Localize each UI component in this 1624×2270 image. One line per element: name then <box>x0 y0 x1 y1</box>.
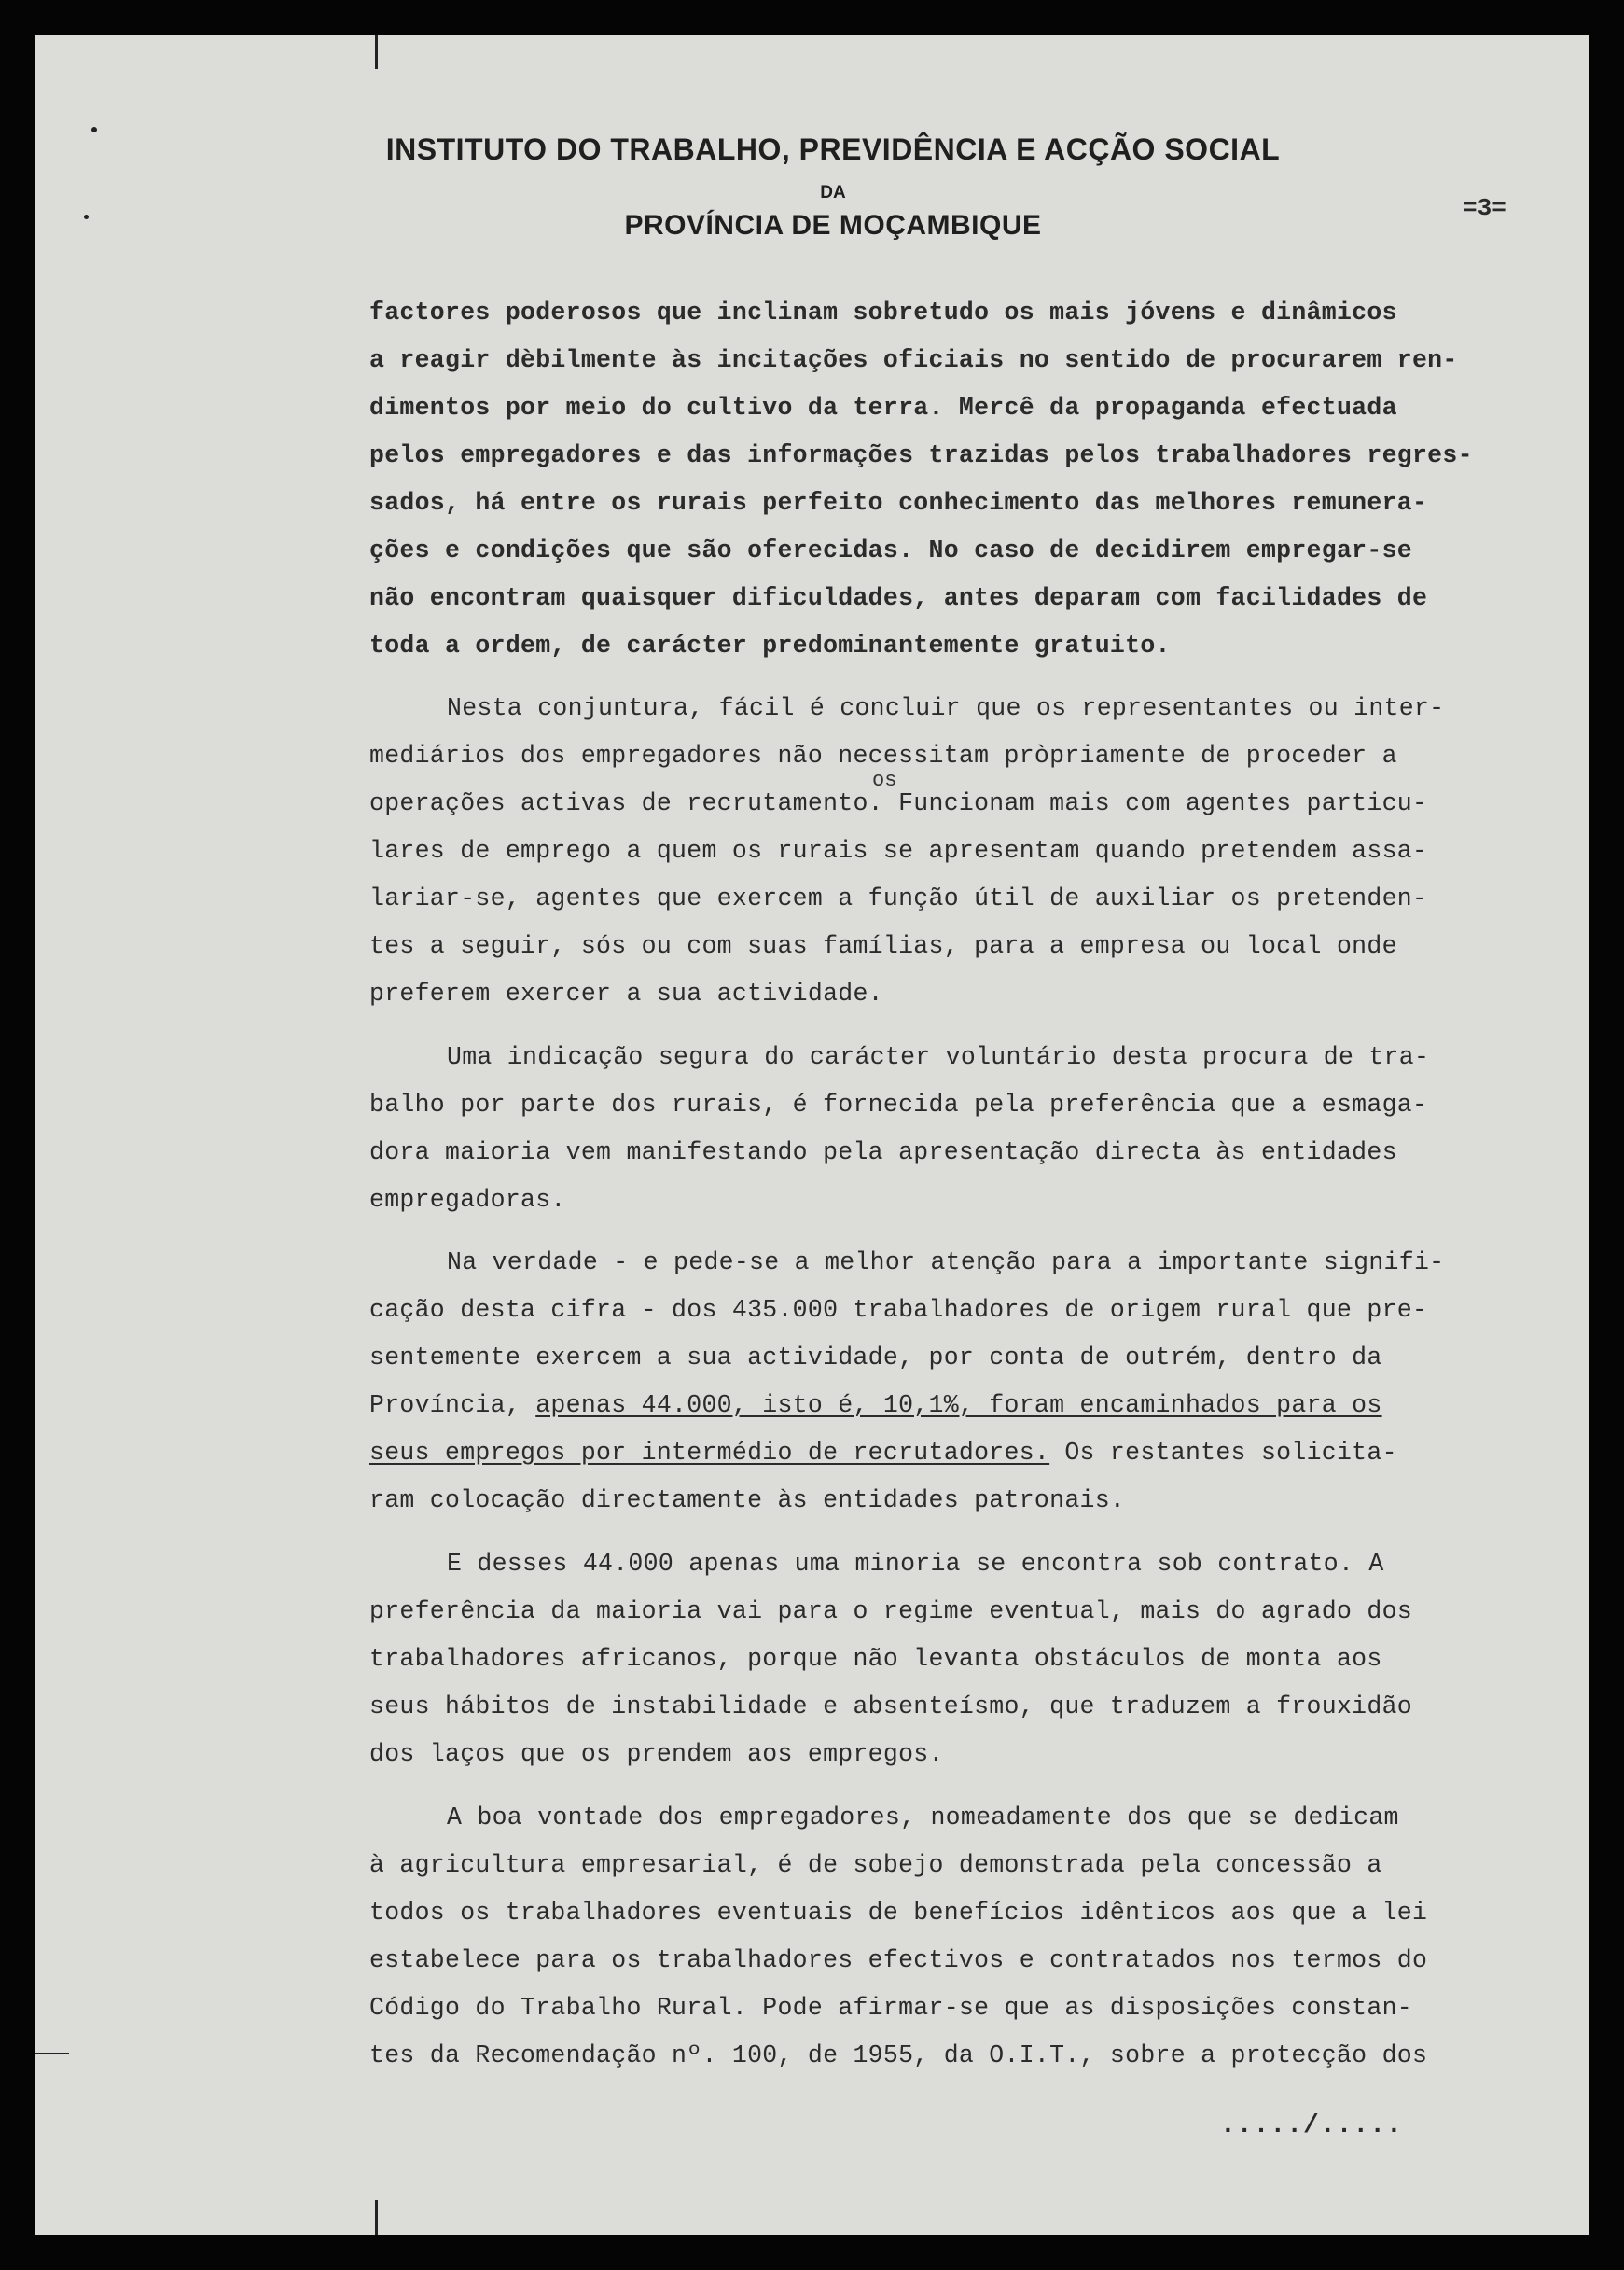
text-line: cação desta cifra - dos 435.000 trabalhadores de origem rural que pre- <box>369 1296 1428 1324</box>
continuation-marker: ...../..... <box>1220 2111 1403 2140</box>
margin-mark-bottom <box>375 2200 378 2235</box>
text-line: Nesta conjuntura, fácil é concluir que os representantes ou inter- <box>447 694 1445 722</box>
text-line: A boa vontade dos empregadores, nomeadamente dos que se dedicam <box>447 1803 1399 1831</box>
document-page <box>35 35 1589 2235</box>
text-line: lares de emprego a quem os rurais se apresentam quando pretendem assa- <box>369 837 1428 865</box>
text-line: pelos empregadores e das informações trazidas pelos trabalhadores regres- <box>369 441 1473 469</box>
margin-mark-left <box>35 2053 69 2054</box>
interlinear-insertion: os <box>872 769 897 792</box>
text-line: balho por parte dos rurais, é fornecida pela preferência que a esmaga- <box>369 1091 1428 1119</box>
text-line: Na verdade - e pede-se a melhor atenção para a importante signifi- <box>447 1248 1445 1276</box>
margin-mark-top <box>375 35 378 69</box>
page-number: =3= <box>1463 194 1506 222</box>
text-line: trabalhadores africanos, porque não levanta obstáculos de monta aos <box>369 1645 1382 1673</box>
text-line: operações activas de recrutamento. Funcionam mais com agentes particu- <box>369 789 1428 817</box>
text-line: ram colocação directamente às entidades patronais. <box>369 1486 1126 1514</box>
text-line: dimentos por meio do cultivo da terra. Mercê da propaganda efectuada <box>369 394 1397 422</box>
text-line: E desses 44.000 apenas uma minoria se encontra sob contrato. A <box>447 1550 1384 1578</box>
underlined-text: apenas 44.000, isto é, 10,1%, foram encaminhados para os <box>535 1391 1382 1419</box>
text-line: ções e condições que são oferecidas. No caso de decidirem empregar-se <box>369 536 1412 564</box>
text-line: preferem exercer a sua actividade. <box>369 980 883 1008</box>
province-title: PROVÍNCIA DE MOÇAMBIQUE <box>624 210 1042 241</box>
text-line: mediários dos empregadores não necessitam pròpriamente de proceder a <box>369 742 1397 770</box>
text-line: à agricultura empresarial, é de sobejo demonstrada pela concessão a <box>369 1851 1382 1879</box>
text-line: todos os trabalhadores eventuais de benefícios idênticos aos que a lei <box>369 1899 1428 1927</box>
text-line: toda a ordem, de carácter predominantemente gratuito. <box>369 632 1171 660</box>
text-line: Código do Trabalho Rural. Pode afirmar-se que as disposições constan- <box>369 1994 1412 2022</box>
text-line: factores poderosos que inclinam sobretudo os mais jóvens e dinâmicos <box>369 299 1397 327</box>
text-line: tes da Recomendação nº. 100, de 1955, da O.I.T., sobre a protecção dos <box>369 2041 1428 2069</box>
text-line: preferência da maioria vai para o regime eventual, mais do agrado dos <box>369 1597 1412 1625</box>
text-line: lariar-se, agentes que exercem a função útil de auxiliar os pretenden- <box>369 884 1428 912</box>
punch-hole-dot <box>91 127 97 132</box>
text-line: empregadoras. <box>369 1186 566 1214</box>
institute-da: DA <box>820 183 846 202</box>
text-segment: Os restantes solicita- <box>1049 1439 1397 1467</box>
text-line: dos laços que os prendem aos empregos. <box>369 1740 944 1768</box>
text-line: a reagir dèbilmente às incitações oficiais no sentido de procurarem ren- <box>369 346 1458 374</box>
punch-hole-dot <box>84 215 89 219</box>
underlined-text: seus empregos por intermédio de recrutadores. <box>369 1439 1050 1467</box>
text-line: sados, há entre os rurais perfeito conhecimento das melhores remunera- <box>369 489 1428 517</box>
text-line: dora maioria vem manifestando pela apresentação directa às entidades <box>369 1138 1397 1166</box>
text-line: sentemente exercem a sua actividade, por conta de outrém, dentro da <box>369 1344 1382 1372</box>
text-line: Uma indicação segura do carácter voluntário desta procura de tra- <box>447 1043 1430 1071</box>
text-line: não encontram quaisquer dificuldades, antes deparam com facilidades de <box>369 584 1428 612</box>
text-line: tes a seguir, sós ou com suas famílias, para a empresa ou local onde <box>369 932 1397 960</box>
text-line <box>369 1434 1397 1471</box>
institute-title: INSTITUTO DO TRABALHO, PREVIDÊNCIA E ACÇÃO SOCIAL <box>385 132 1281 166</box>
text-line <box>369 1386 1382 1424</box>
text-segment: Província, <box>369 1391 536 1419</box>
text-line: seus hábitos de instabilidade e absenteísmo, que traduzem a frouxidão <box>369 1692 1412 1720</box>
text-line: estabelece para os trabalhadores efectivos e contratados nos termos do <box>369 1946 1428 1974</box>
